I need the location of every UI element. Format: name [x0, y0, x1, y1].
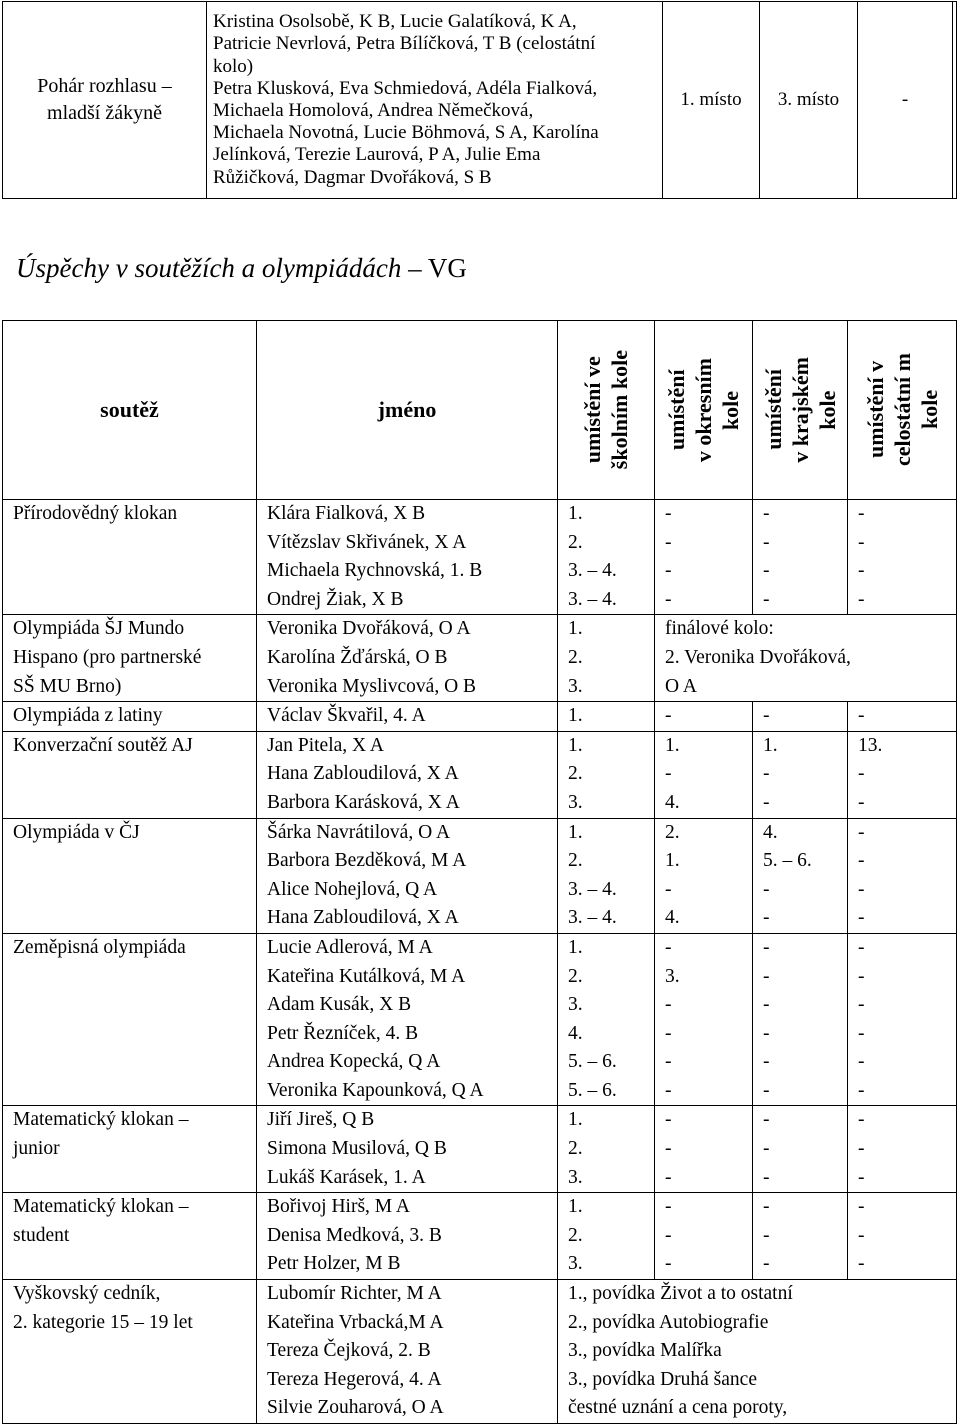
cell-district	[655, 1193, 753, 1280]
school-line: 2.	[568, 965, 583, 987]
cell-names	[257, 500, 558, 615]
comp-line: Olympiáda ŠJ Mundo	[13, 618, 185, 640]
school-line: 1.	[568, 734, 583, 756]
cell-region	[753, 702, 848, 732]
names-line: Hana Zabloudilová, X A	[267, 763, 459, 785]
region-line: -	[763, 965, 770, 987]
cell-school	[558, 702, 655, 732]
national-line: -	[858, 588, 865, 610]
comp-line: Vyškovský cedník,	[13, 1283, 161, 1305]
national-line: -	[858, 1166, 865, 1188]
cell-national	[848, 818, 957, 933]
region-line: -	[763, 763, 770, 785]
cell-comp	[3, 1106, 257, 1193]
top-result-national	[953, 2, 957, 199]
region-line: -	[763, 907, 770, 929]
header-district-round	[655, 321, 753, 500]
cell-names	[257, 731, 558, 818]
national-line: -	[858, 791, 865, 813]
top-name-line: Michaela Homolová, Andrea Němečková,	[213, 100, 534, 121]
school-line: 2.	[568, 531, 583, 553]
region-line: -	[763, 531, 770, 553]
header-competition: soutěž	[3, 321, 257, 500]
region-line: -	[763, 1166, 770, 1188]
names-line: Lubomír Richter, M A	[267, 1283, 442, 1305]
district-line: -	[665, 878, 672, 900]
comp-line: Konverzační soutěž AJ	[13, 734, 193, 756]
school-line: 1.	[568, 1196, 583, 1218]
district-line: 3.	[665, 965, 680, 987]
school-line: 2.	[568, 763, 583, 785]
national-line: -	[858, 1051, 865, 1073]
wide-line: 3., povídka Malířka	[568, 1340, 722, 1362]
region-line: -	[763, 1253, 770, 1275]
national-line: -	[858, 1224, 865, 1246]
top-result-district: 3. místo	[760, 2, 858, 199]
cell-region	[753, 731, 848, 818]
names-line: Veronika Kapounková, Q A	[267, 1079, 484, 1101]
national-line: -	[858, 1109, 865, 1131]
comp-line: SŠ MU Brno)	[13, 675, 122, 697]
header-line: umístění ve	[580, 356, 605, 464]
cell-comp	[3, 1193, 257, 1280]
cell-district	[655, 1106, 753, 1193]
cell-names	[257, 615, 558, 702]
cell-wide	[558, 1280, 957, 1424]
national-line: 13.	[858, 734, 883, 756]
cell-comp	[3, 933, 257, 1106]
region-line: -	[763, 1022, 770, 1044]
school-line: 3. – 4.	[568, 907, 617, 929]
cell-national	[848, 933, 957, 1106]
district-line: -	[665, 936, 672, 958]
national-line: -	[858, 878, 865, 900]
cell-names	[257, 702, 558, 732]
school-line: 1.	[568, 821, 583, 843]
comp-line: Zeměpisná olympiáda	[13, 936, 186, 958]
names-line: Jan Pitela, X A	[267, 734, 384, 756]
cell-comp	[3, 615, 257, 702]
cell-region	[753, 818, 848, 933]
region-line: 5. – 6.	[763, 850, 812, 872]
cell-district	[655, 818, 753, 933]
cell-district	[655, 702, 753, 732]
cell-comp	[3, 500, 257, 615]
table-row	[3, 1193, 957, 1280]
cell-school	[558, 731, 655, 818]
national-line: -	[858, 1253, 865, 1275]
school-line: 1.	[568, 1109, 583, 1131]
school-line: 3. – 4.	[568, 560, 617, 582]
district-line: 2.	[665, 821, 680, 843]
names-line: Klára Fialková, X B	[267, 503, 426, 524]
district-line: -	[665, 1196, 672, 1218]
names-line: Petr Holzer, M B	[267, 1253, 401, 1275]
table-row	[3, 731, 957, 818]
cell-national	[848, 1193, 957, 1280]
school-line: 2.	[568, 1138, 583, 1160]
top-competition-cell	[3, 2, 207, 199]
header-line: umístění v	[862, 361, 888, 459]
comp-line: 2. kategorie 15 – 19 let	[13, 1311, 193, 1333]
top-name-line: Kristina Osolsobě, K B, Lucie Galatíková, K A,	[213, 11, 577, 33]
names-line: Jiří Jireš, Q B	[267, 1109, 375, 1131]
district-line: -	[665, 1109, 672, 1131]
school-line: 2.	[568, 646, 583, 668]
school-line: 3.	[568, 675, 583, 697]
table-row	[3, 1280, 957, 1424]
header-line: kole	[916, 390, 942, 430]
school-line: 3. – 4.	[568, 878, 617, 900]
header-line: umístění	[760, 369, 786, 451]
national-line: -	[858, 965, 865, 987]
district-line: -	[665, 1253, 672, 1275]
national-line: -	[858, 763, 865, 785]
district-line: 4.	[665, 791, 680, 813]
cell-national	[848, 1106, 957, 1193]
names-line: Šárka Navrátilová, O A	[267, 821, 451, 843]
heading-tag: VG	[427, 253, 467, 283]
names-line: Denisa Medková, 3. B	[267, 1224, 442, 1246]
district-line: 1.	[665, 734, 680, 756]
district-line: 1.	[665, 850, 680, 872]
cell-names	[257, 1106, 558, 1193]
cell-school	[558, 933, 655, 1106]
cell-names	[257, 1193, 558, 1280]
district-line: -	[665, 705, 672, 727]
region-line: 1.	[763, 734, 778, 756]
top-name-line: Jelínková, Terezie Laurová, P A, Julie Ema	[213, 144, 541, 166]
cell-school	[558, 1193, 655, 1280]
results-table	[2, 320, 957, 1424]
national-line: -	[858, 907, 865, 929]
names-line: Michaela Rychnovská, 1. B	[267, 560, 483, 582]
top-name-line: Patricie Nevrlová, Petra Bílíčková, T B (celostátní	[213, 33, 596, 55]
names-line: Andrea Kopecká, Q A	[267, 1051, 441, 1073]
header-line: školním kole	[607, 350, 632, 470]
cell-school	[558, 500, 655, 615]
district-line: -	[665, 994, 672, 1016]
top-result-school: 1. místo	[663, 2, 760, 199]
top-name-line: Petra Klusková, Eva Schmiedová, Adéla Fialková,	[213, 77, 598, 99]
heading-dash: –	[401, 253, 428, 283]
top-name-line: Růžičková, Dagmar Dvořáková, S B	[213, 166, 492, 188]
school-line: 1.	[568, 705, 583, 727]
school-line: 3.	[568, 994, 583, 1016]
names-line: Karolína Žďárská, O B	[267, 646, 448, 668]
table-row	[3, 615, 957, 702]
top-name-line: kolo)	[213, 55, 254, 77]
names-line: Kateřina Kutálková, M A	[267, 965, 466, 987]
district-line: -	[665, 1138, 672, 1160]
comp-line: student	[13, 1224, 70, 1246]
header-name: jméno	[257, 321, 558, 500]
cell-region	[753, 1106, 848, 1193]
cell-school	[558, 1106, 655, 1193]
header-school-round	[558, 321, 655, 500]
header-line: v krajském	[787, 357, 813, 463]
names-line: Adam Kusák, X B	[267, 994, 412, 1016]
region-line: -	[763, 560, 770, 582]
header-line: v okresním	[691, 357, 716, 463]
national-line: -	[858, 705, 865, 727]
school-line: 5. – 6.	[568, 1051, 617, 1073]
national-line: -	[858, 1196, 865, 1218]
names-line: Tereza Čejková, 2. B	[267, 1340, 431, 1362]
cell-district	[655, 933, 753, 1106]
wide-line: 2., povídka Autobiografie	[568, 1311, 769, 1333]
heading-text: Úspěchy v soutěžích a olympiádách	[16, 253, 402, 283]
cell-region	[753, 933, 848, 1106]
names-line: Veronika Myslivcová, O B	[267, 675, 477, 697]
region-line: -	[763, 1224, 770, 1246]
top-competition-line: mladší žákyně	[47, 102, 162, 124]
comp-line: Olympiáda v ČJ	[13, 821, 140, 843]
school-line: 3.	[568, 1253, 583, 1275]
district-line: -	[665, 588, 672, 610]
district-line: -	[665, 1166, 672, 1188]
cell-names	[257, 1280, 558, 1424]
top-results-table	[2, 1, 957, 199]
comp-line: Olympiáda z latiny	[13, 705, 163, 727]
district-line: -	[665, 1079, 672, 1101]
cell-national	[848, 702, 957, 732]
names-line: Barbora Karásková, X A	[267, 791, 460, 813]
national-line: -	[858, 821, 865, 843]
wide-line: 3., povídka Druhá šance	[568, 1368, 757, 1390]
cell-merged	[655, 615, 957, 702]
district-line: -	[665, 1022, 672, 1044]
district-line: 4.	[665, 907, 680, 929]
school-line: 1.	[568, 618, 583, 640]
header-line: celostátní m	[889, 353, 915, 467]
cell-district	[655, 731, 753, 818]
national-line: -	[858, 503, 865, 524]
names-line: Alice Nohejlová, Q A	[267, 878, 438, 900]
table-row	[3, 818, 957, 933]
names-line: Ondrej Žiak, X B	[267, 588, 404, 610]
national-line: -	[858, 936, 865, 958]
merged-line: O A	[665, 675, 697, 697]
region-line: -	[763, 1138, 770, 1160]
top-result-region: -	[858, 2, 953, 199]
national-line: -	[858, 850, 865, 872]
cell-school	[558, 818, 655, 933]
district-line: -	[665, 503, 672, 524]
merged-line: 2. Veronika Dvořáková,	[665, 646, 851, 668]
cell-national	[848, 731, 957, 818]
cell-comp	[3, 818, 257, 933]
comp-line: Matematický klokan –	[13, 1196, 189, 1218]
header-line: kole	[814, 390, 840, 430]
national-line: -	[858, 994, 865, 1016]
cell-national	[848, 500, 957, 615]
district-line: -	[665, 560, 672, 582]
top-names-cell	[207, 2, 663, 199]
names-line: Barbora Bezděková, M A	[267, 850, 467, 872]
school-line: 4.	[568, 1022, 583, 1044]
district-line: -	[665, 1051, 672, 1073]
section-heading	[16, 253, 467, 284]
names-line: Bořivoj Hirš, M A	[267, 1196, 411, 1218]
cell-district	[655, 500, 753, 615]
school-line: 3. – 4.	[568, 588, 617, 610]
school-line: 1.	[568, 503, 583, 524]
cell-names	[257, 933, 558, 1106]
school-line: 2.	[568, 850, 583, 872]
header-national-round	[848, 321, 957, 500]
header-region-round	[753, 321, 848, 500]
comp-line: Přírodovědný klokan	[13, 503, 178, 524]
district-line: -	[665, 1224, 672, 1246]
wide-line: 1., povídka Život a to ostatní	[568, 1283, 793, 1305]
region-line: -	[763, 878, 770, 900]
table-row	[3, 702, 957, 732]
cell-region	[753, 500, 848, 615]
region-line: -	[763, 705, 770, 727]
school-line: 1.	[568, 936, 583, 958]
region-line: -	[763, 994, 770, 1016]
table-row	[3, 933, 957, 1106]
school-line: 2.	[568, 1224, 583, 1246]
district-line: -	[665, 763, 672, 785]
cell-comp	[3, 1280, 257, 1424]
names-line: Veronika Dvořáková, O A	[267, 618, 471, 640]
school-line: 3.	[568, 1166, 583, 1188]
region-line: -	[763, 1079, 770, 1101]
wide-line: čestné uznání a cena poroty,	[568, 1397, 788, 1419]
region-line: -	[763, 936, 770, 958]
cell-names	[257, 818, 558, 933]
header-line: umístění	[664, 369, 689, 451]
top-competition-line: Pohár rozhlasu –	[37, 75, 172, 97]
comp-line: Hispano (pro partnerské	[13, 646, 202, 668]
names-line: Václav Škvařil, 4. A	[267, 705, 426, 727]
national-line: -	[858, 1138, 865, 1160]
results-body	[3, 500, 957, 1424]
national-line: -	[858, 531, 865, 553]
region-line: -	[763, 1109, 770, 1131]
names-line: Tereza Hegerová, 4. A	[267, 1368, 442, 1390]
comp-line: junior	[13, 1138, 60, 1160]
names-line: Lukáš Karásek, 1. A	[267, 1166, 426, 1188]
top-name-line: Michaela Novotná, Lucie Böhmová, S A, Karolína	[213, 122, 599, 144]
region-line: -	[763, 791, 770, 813]
region-line: -	[763, 588, 770, 610]
region-line: 4.	[763, 821, 778, 843]
region-line: -	[763, 1051, 770, 1073]
cell-school	[558, 615, 655, 702]
region-line: -	[763, 503, 770, 524]
cell-comp	[3, 702, 257, 732]
header-line: kole	[718, 390, 743, 430]
national-line: -	[858, 560, 865, 582]
national-line: -	[858, 1079, 865, 1101]
cell-region	[753, 1193, 848, 1280]
school-line: 3.	[568, 791, 583, 813]
names-line: Simona Musilová, Q B	[267, 1138, 447, 1160]
names-line: Lucie Adlerová, M A	[267, 936, 433, 958]
names-line: Petr Řezníček, 4. B	[267, 1022, 419, 1044]
names-line: Silvie Zouharová, O A	[267, 1397, 444, 1419]
comp-line: Matematický klokan –	[13, 1109, 189, 1131]
merged-line: finálové kolo:	[665, 618, 774, 640]
national-line: -	[858, 1022, 865, 1044]
table-row	[3, 500, 957, 615]
school-line: 5. – 6.	[568, 1079, 617, 1101]
names-line: Hana Zabloudilová, X A	[267, 907, 459, 929]
district-line: -	[665, 531, 672, 553]
names-line: Vítězslav Skřivánek, X A	[267, 531, 467, 553]
table-row	[3, 1106, 957, 1193]
names-line: Kateřina Vrbacká,M A	[267, 1311, 444, 1333]
cell-comp	[3, 731, 257, 818]
region-line: -	[763, 1196, 770, 1218]
